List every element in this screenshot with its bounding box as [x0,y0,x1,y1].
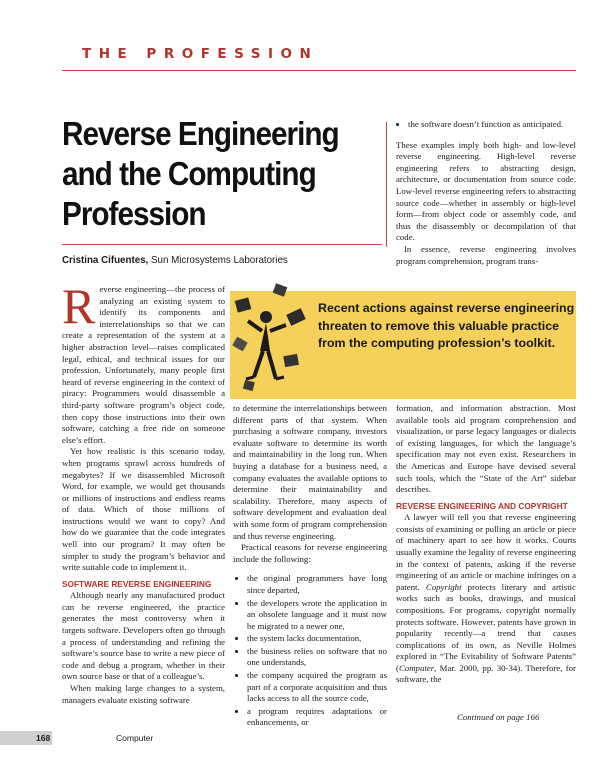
paragraph [396,512,576,686]
paragraph: Practical reasons for reverse engineering include the following: [233,542,387,564]
column-rule [386,122,387,247]
paragraph: Although nearly any manufactured product can be reverse engineered, the practice generates the most controversy when it targets software. Developers often go through a process of understanding and refining the software’s source base to write a new piece of code and debug a program, whether in their own source base or that of a colleague’s. [62,590,225,682]
paragraph-text: , Mar. 2000, pp. 30-34). Therefore, for software, the [396,662,576,685]
list-item: • the original programmers have long since departed, [247,573,387,596]
list-item: • the business relies on software that no one understands, [247,646,387,669]
paragraph: to determine the interrelationships between different parts of that system. When purchasing a software company, investors evaluate software to determine its worth and maintainability in the long run. When buying a database for a business need, a company evaluates the available options to determine their maintainability and scalability. Therefore, many aspects of software development and evaluation deal with some form of program comprehension and thus reverse engineering. [233,403,387,541]
citation-title: Computer [398,662,435,673]
author-affiliation: Sun Microsystems Laboratories [148,254,288,266]
column-2 [233,403,387,730]
list-item: • the developers wrote the application in an obsolete language and it must now be migrated to a newer one, [247,598,387,633]
paragraph-text: protects literary and artistic works such as books, drawings, and musical compositions. For programs, copyright normally protects software. However, patents have grown in popularity recently—a trend that causes complications of its own, as Neville Holmes explored in “The Evitability of Software Patents” ( [396,581,576,673]
subheading: SOFTWARE REVERSE ENGINEERING [62,578,212,589]
paragraph-text: everse engineering—the process of analyzing an existing system to identify its components and interrelationships so that we can create a representation of the system at a higher abstraction level—raises complicated legal, ethical, and technical issues for our profession. Unfortunately, many people first heard of reverse engineering in the context of piracy: Programmers would disassemble a third-party software program’s object code, then copy those instructions into their own software, catching a free ride on someone else’s effort. [62,284,225,445]
drop-cap: R [62,278,96,334]
continued-note: Continued on page 166 [457,712,540,722]
column-1 [62,278,225,706]
section-heading: THE PROFESSION [82,46,319,62]
figure-illustration [230,281,312,405]
paragraph: These examples imply both high- and low-level reverse engineering. High-level reverse engineering refers to abstracting design, architecture, or documentation from source code. Low-level reverse engineering refers to abstracting source code—whether in assembly or high-level form—from object code or assembly code, and thus the disassembly or decompilation of that code. [396,139,576,243]
subheading: REVERSE ENGINEERING AND COPYRIGHT [396,500,568,511]
emphasis: Copyright [425,581,462,592]
list-item: • the company acquired the program as part of a corporate acquisition and thus lacks access to all the source code, [247,670,387,705]
bullet-list [233,573,387,729]
paragraph-text: A lawyer will tell you that reverse engineering consists of examining or pulling an article or piece of machinery apart to see how it works. Courts usually examine the legality of reverse engineering in the context of patents, asking if the reverse engineering of an article or machine infringes on a patent. [396,512,576,592]
paragraph: In essence, reverse engineering involves program comprehension, program trans- [396,243,576,266]
paragraph [62,278,225,446]
paragraph: Yet how realistic is this scenario today, when programs sprawl across hundreds of megabytes? If we disassembled Microsoft Word, for example, we would get thousands or millions of instructions and endless reams of data. Which of those millions of instructions would we want to copy? And how do we guarantee that the code integrates well into our program? It may often be simpler to study the program’s behavior and write suitable code to implement it. [62,446,225,573]
paragraph: formation, and information abstraction. Most available tools aid program comprehension and visualization, or parse legacy languages or dialects of existing languages, for which the language’s specification may not even exist. Researchers in the Americas and Europe have devised several such tools, which the “State of the Art” sidebar describes. [396,403,576,495]
pull-quote: Recent actions against reverse engineering threaten to remove this valuable practice from the computing profession’s toolkit. [318,301,575,351]
byline [62,254,288,266]
column-3-top [396,119,576,267]
byline-rule [62,244,382,245]
bullet-list-continued [396,119,576,131]
column-3 [396,403,576,686]
article-title: Reverse Engineering and the Computing Profession [62,115,339,232]
list-item: • a program requires adaptations or enhancements, or [247,706,387,729]
journal-name: Computer [116,733,154,743]
page-number: 168 [36,733,51,743]
header-rule [62,70,576,71]
list-item: • the system lacks documentation, [247,633,387,645]
paragraph: When making large changes to a system, managers evaluate existing software [62,683,225,705]
author-name: Cristina Cifuentes, [62,254,149,266]
list-item: • the software doesn’t function as anticipated. [408,119,576,131]
